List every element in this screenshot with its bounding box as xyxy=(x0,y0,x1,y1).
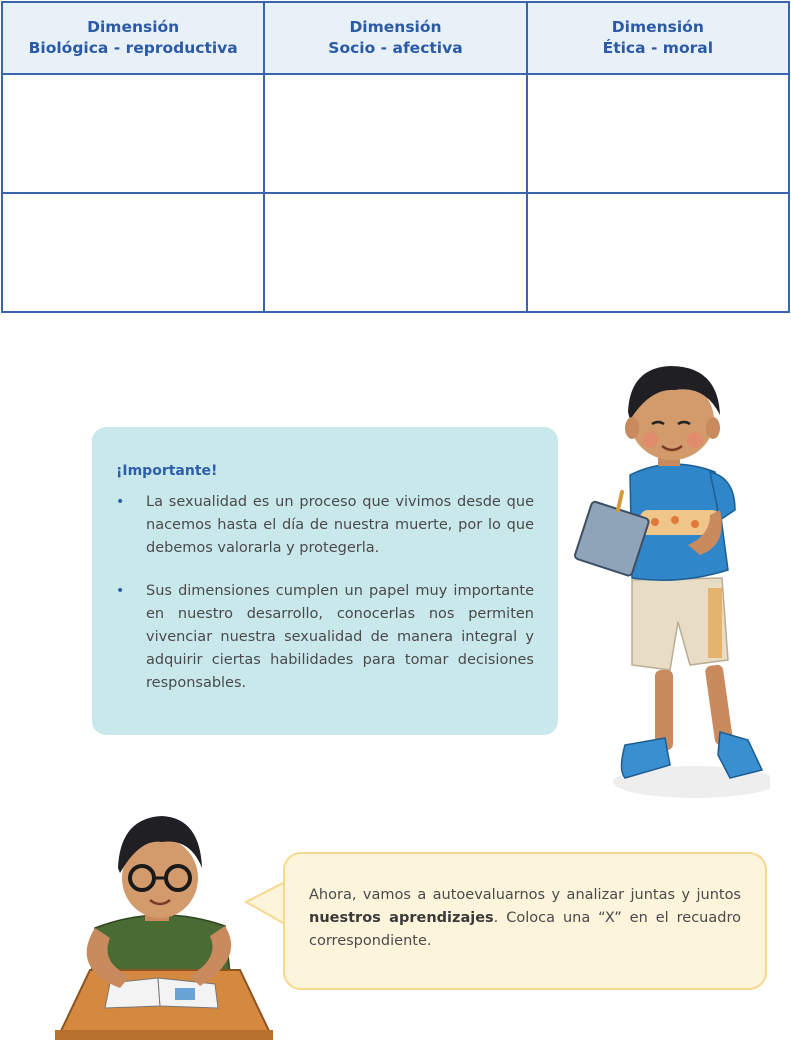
list-item xyxy=(116,580,534,695)
header-line2: Biológica - reproductiva xyxy=(28,39,238,57)
important-box xyxy=(92,427,558,735)
header-line2: Socio - afectiva xyxy=(328,39,463,57)
header-biologica xyxy=(2,2,264,74)
important-title: ¡Importante! xyxy=(116,463,218,479)
header-etica xyxy=(527,2,789,74)
table-header-row xyxy=(2,2,789,74)
header-socio xyxy=(264,2,526,74)
bullet-icon: • xyxy=(116,494,125,510)
table-row xyxy=(2,193,789,312)
table-cell[interactable] xyxy=(2,193,264,312)
table-row xyxy=(2,74,789,193)
table-cell[interactable] xyxy=(527,193,789,312)
table-cell[interactable] xyxy=(2,74,264,193)
list-item-text: Sus dimensiones cumplen un papel muy importante en nuestro desarrollo, conocerlas nos permiten vivenciar nuestra sexualidad de manera integral y adquirir ciertas habilidades para tomar decisiones responsables. xyxy=(146,583,534,691)
speech-text-bold: nuestros aprendizajes xyxy=(309,910,494,926)
list-item xyxy=(116,491,534,560)
header-line1: Dimensión xyxy=(87,18,180,36)
speech-text xyxy=(309,884,741,953)
header-line2: Ética - moral xyxy=(602,39,714,57)
bullet-icon: • xyxy=(116,583,125,599)
header-line1: Dimensión xyxy=(349,18,442,36)
boy-at-desk-illustration xyxy=(50,808,275,1040)
speech-text-after: . Coloca una “X” en el recuadro correspondiente. xyxy=(309,910,741,949)
table-cell[interactable] xyxy=(264,193,526,312)
boy-with-notebook-illustration xyxy=(570,360,770,800)
table-cell[interactable] xyxy=(264,74,526,193)
dimensions-table xyxy=(1,1,790,313)
important-list xyxy=(116,491,534,695)
list-item-text: La sexualidad es un proceso que vivimos desde que nacemos hasta el día de nuestra muerte, por lo que debemos valorarla y protegerla. xyxy=(146,494,534,556)
table-cell[interactable] xyxy=(527,74,789,193)
speech-bubble xyxy=(283,852,767,990)
header-line1: Dimensión xyxy=(611,18,704,36)
speech-text-before: Ahora, vamos a autoevaluarnos y analizar juntas y juntos xyxy=(309,887,741,903)
